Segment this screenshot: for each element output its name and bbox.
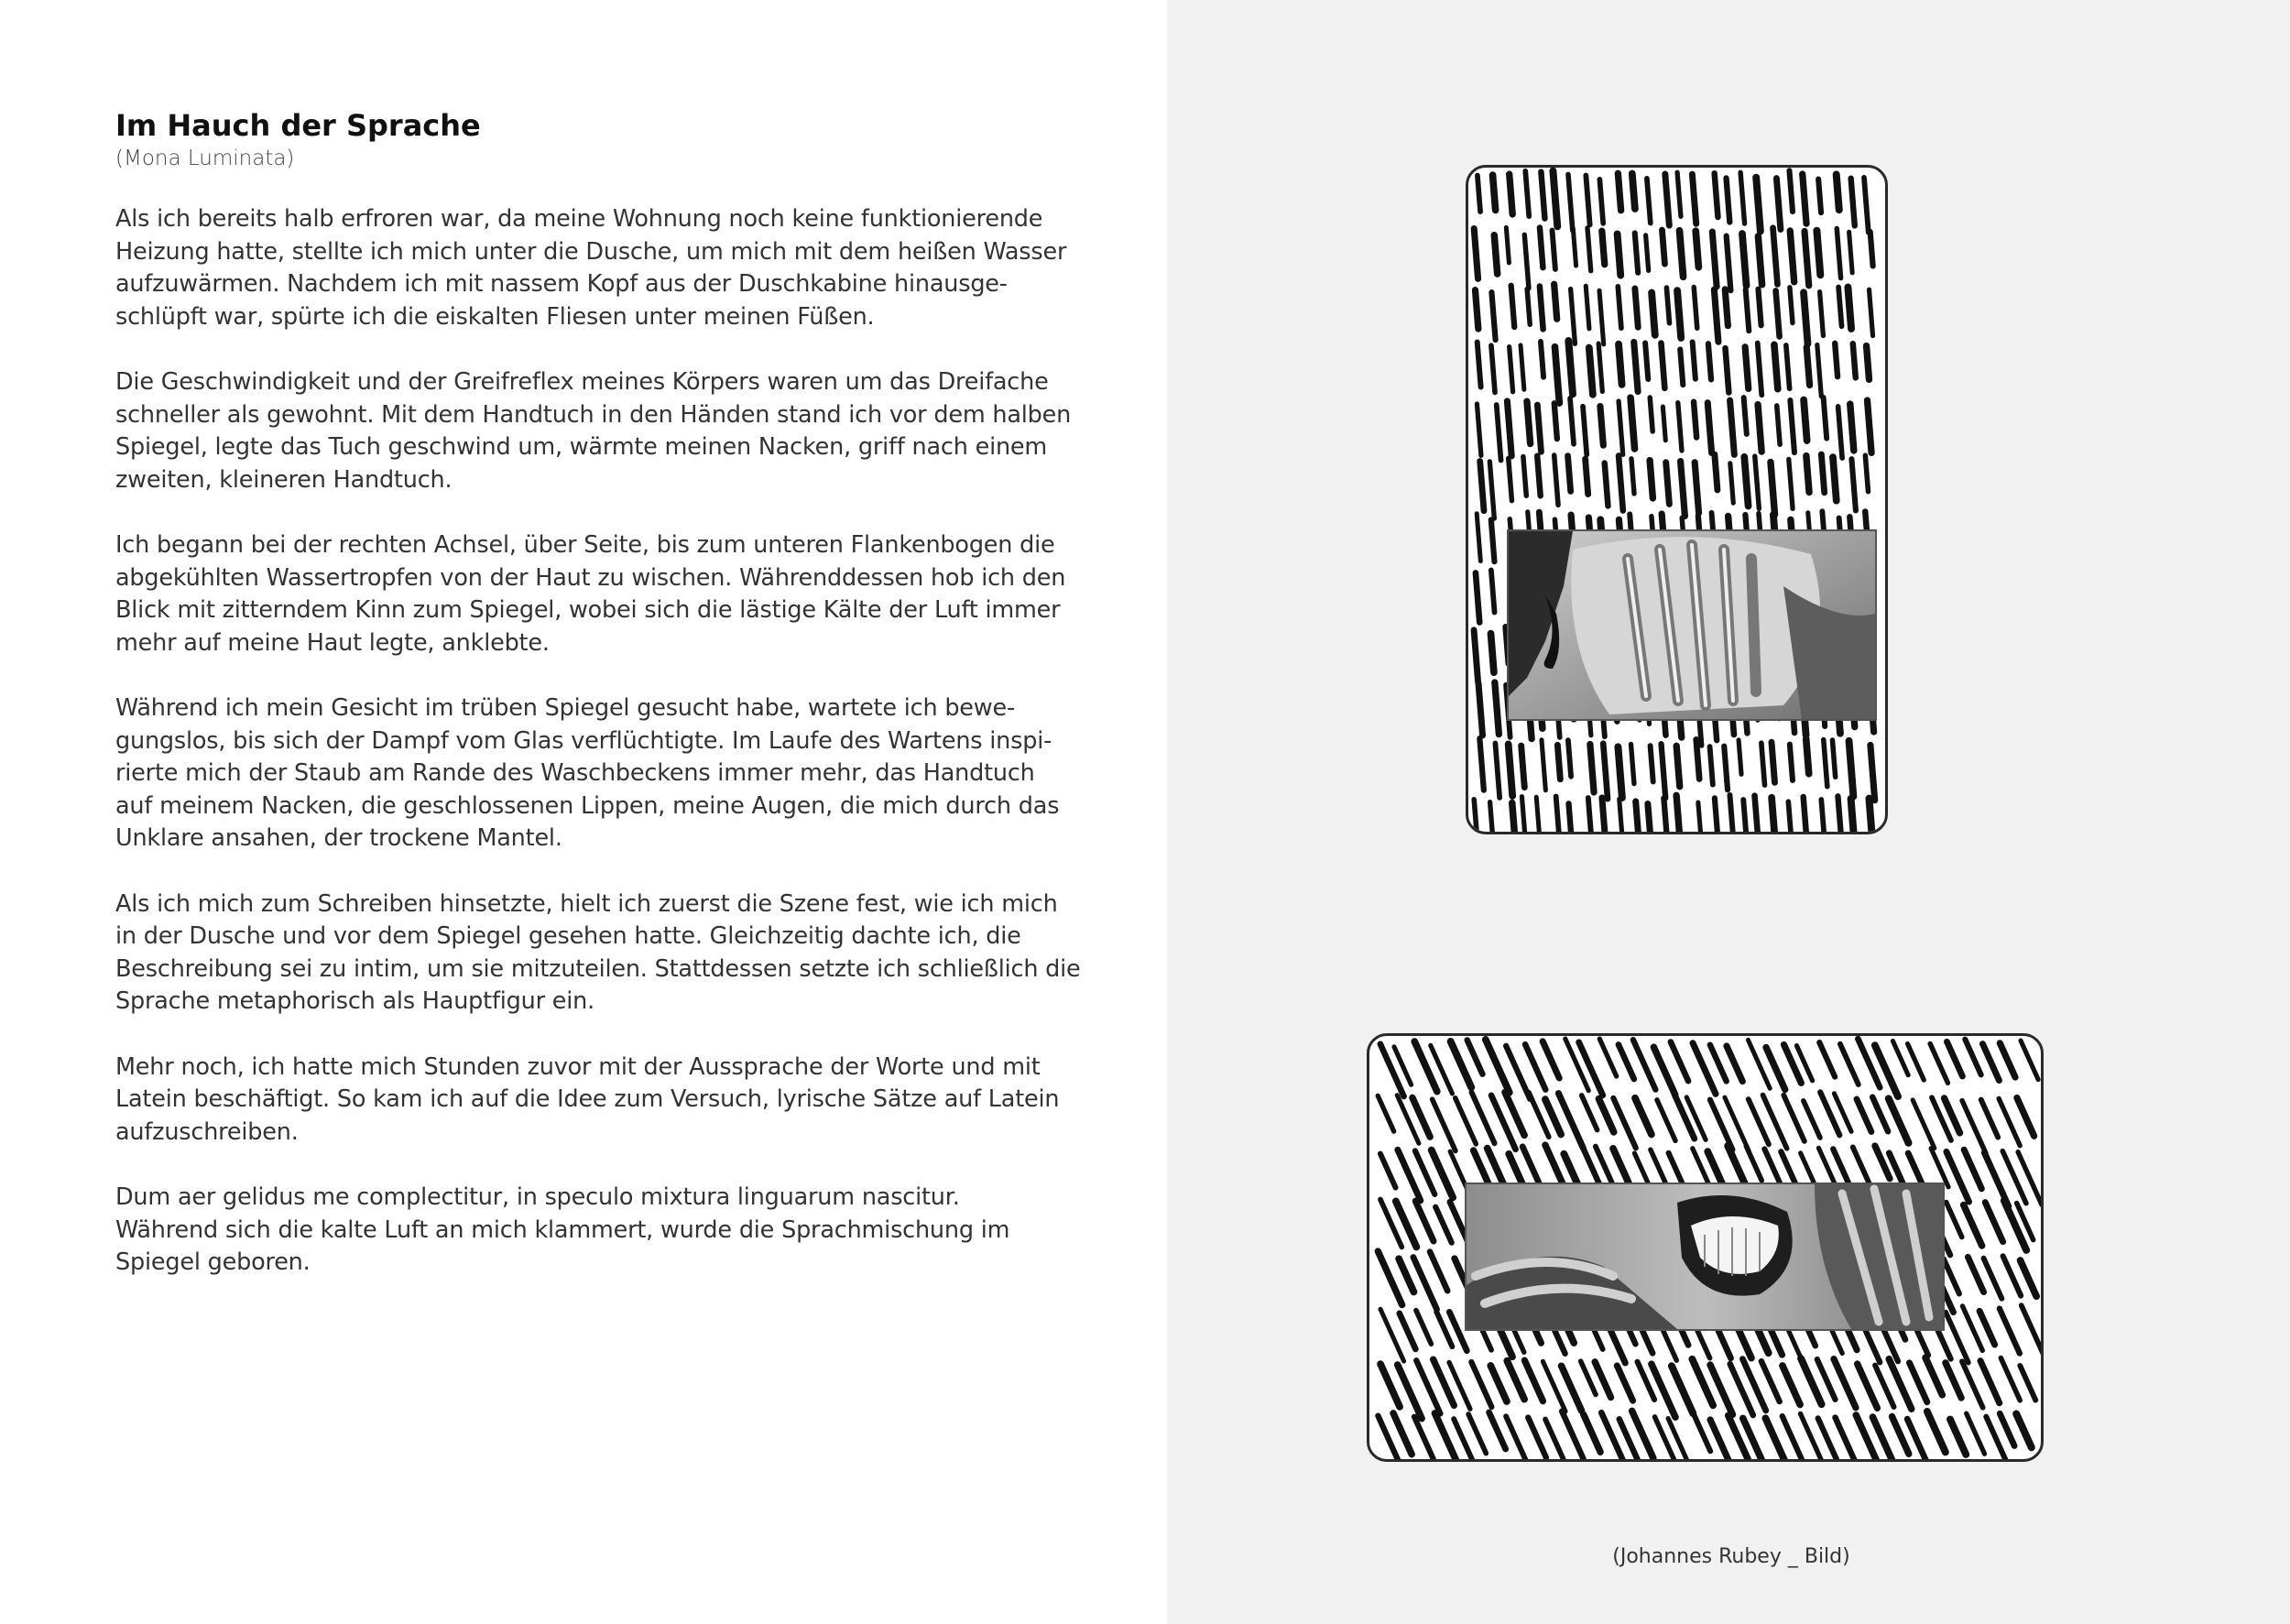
poem-line: Spiegel, legte das Tuch geschwind um, wärmte meinen Nacken, griff nach einem bbox=[115, 433, 1048, 461]
poem-line: Während sich die kalte Luft an mich klammert, wurde die Sprachmischung im bbox=[115, 1215, 1010, 1244]
artwork-caption: (Johannes Rubey _ Bild) bbox=[1612, 1545, 1850, 1568]
poem-author: (Mona Luminata) bbox=[115, 147, 295, 170]
poem-line: zweiten, kleineren Handtuch. bbox=[115, 465, 453, 494]
artwork-top bbox=[1466, 165, 1888, 834]
collage-laughing-mouth-icon bbox=[1465, 1183, 1945, 1331]
poem-line: aufzuschreiben. bbox=[115, 1117, 299, 1146]
poem-line: mehr auf meine Haut legte, anklebte. bbox=[115, 628, 550, 657]
poem-paragraph bbox=[115, 692, 1060, 856]
poem-line: Heizung hatte, stellte ich mich unter die Dusche, um mich mit dem heißen Wasser bbox=[115, 237, 1067, 266]
poem-line: Während ich mein Gesicht im trüben Spiegel gesucht habe, wartete ich bewe- bbox=[115, 694, 1015, 722]
poem-line: Ich begann bei der rechten Achsel, über Seite, bis zum unteren Flankenbogen die bbox=[115, 531, 1055, 559]
collage-hands-covering-face-icon bbox=[1507, 529, 1877, 721]
poem-line: Latein beschäftigt. So kam ich auf die Idee zum Versuch, lyrische Sätze auf Latein bbox=[115, 1085, 1060, 1113]
poem-line: Mehr noch, ich hatte mich Stunden zuvor mit der Aussprache der Worte und mit bbox=[115, 1052, 1041, 1081]
poem-line: rierte mich der Staub am Rande des Waschbeckens immer mehr, das Handtuch bbox=[115, 759, 1035, 787]
poem-line: aufzuwärmen. Nachdem ich mit nassem Kopf aus der Duschkabine hinausge- bbox=[115, 270, 1008, 298]
poem-line: Als ich mich zum Schreiben hinsetzte, hielt ich zuerst die Szene fest, wie ich mich bbox=[115, 889, 1058, 918]
poem-line: Die Geschwindigkeit und der Greifreflex meines Körpers waren um das Dreifache bbox=[115, 368, 1049, 396]
artwork-bottom bbox=[1367, 1033, 2044, 1462]
poem-line: abgekühlten Wassertropfen von der Haut zu wischen. Währenddessen hob ich den bbox=[115, 563, 1066, 592]
poem-paragraph bbox=[115, 888, 1081, 1019]
poem-body bbox=[115, 203, 1081, 1280]
poem-line: schneller als gewohnt. Mit dem Handtuch in den Händen stand ich vor dem halben bbox=[115, 400, 1072, 429]
poem-line: gungslos, bis sich der Dampf vom Glas verflüchtigte. Im Laufe des Wartens inspi- bbox=[115, 726, 1052, 755]
poem-paragraph bbox=[115, 529, 1066, 659]
poem-line: Dum aer gelidus me complectitur, in speculo mixtura linguarum nascitur. bbox=[115, 1183, 960, 1211]
poem-paragraph bbox=[115, 203, 1067, 333]
poem-line: in der Dusche und vor dem Spiegel gesehen hatte. Gleichzeitig dachte ich, die bbox=[115, 922, 1021, 950]
poem-line: Sprache metaphorisch als Hauptfigur ein. bbox=[115, 987, 594, 1015]
poem-paragraph bbox=[115, 1052, 1060, 1150]
poem-line: Spiegel geboren. bbox=[115, 1248, 311, 1276]
poem-paragraph bbox=[115, 366, 1072, 496]
poem-line: Als ich bereits halb erfroren war, da meine Wohnung noch keine funktionierende bbox=[115, 205, 1043, 233]
poem-line: schlüpft war, spürte ich die eiskalten Fliesen unter meinen Füßen. bbox=[115, 302, 875, 331]
poem-line: Beschreibung sei zu intim, um sie mitzuteilen. Stattdessen setzte ich schließlich die bbox=[115, 954, 1081, 983]
poem-line: Unklare ansahen, der trockene Mantel. bbox=[115, 824, 562, 852]
poem-paragraph bbox=[115, 1182, 1041, 1280]
hatching-pattern-top bbox=[1468, 168, 1885, 832]
poem-title: Im Hauch der Sprache bbox=[115, 108, 481, 143]
poem-line: Blick mit zitterndem Kinn zum Spiegel, wobei sich die lästige Kälte der Luft immer bbox=[115, 596, 1061, 624]
text-column bbox=[115, 108, 1081, 1313]
poem-line: auf meinem Nacken, die geschlossenen Lippen, meine Augen, die mich durch das bbox=[115, 791, 1060, 820]
